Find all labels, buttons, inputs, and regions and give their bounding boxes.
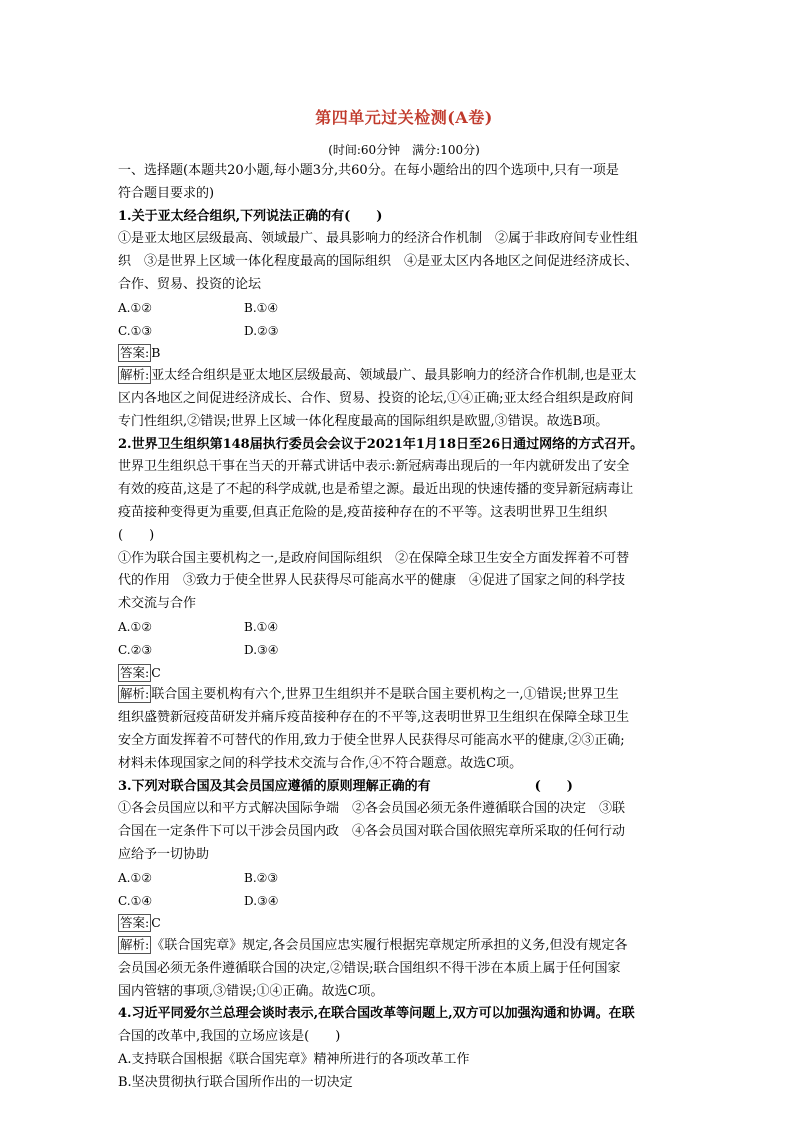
question-stem: ( ) [118, 527, 155, 543]
question-stem: 合国在一定条件下可以干涉会员国内政 ④各会员国对联合国依照宪章所采取的任何行动 [118, 824, 626, 840]
analysis-text: 会员国必须无条件遵循联合国的决定,②错误;联合国组织不得干涉在本质上属于任何国家 [118, 960, 621, 976]
option-b: B.①④ [244, 300, 279, 315]
analysis-text: 国内管辖的事项,③错误;①④正确。故选C项。 [118, 983, 384, 999]
question-stem: ①作为联合国主要机构之一,是政府间国际组织 ②在保障全球卫生安全方面发挥着不可替 [118, 550, 630, 566]
option-row [118, 297, 690, 320]
answer-tag: 答案: [120, 915, 150, 931]
document-page [118, 100, 690, 1095]
option-c: C.①④ [118, 893, 153, 908]
answer-value: C [151, 664, 161, 680]
answer-value: C [151, 915, 161, 931]
analysis-block [118, 935, 690, 1003]
answer-tag: 答案: [120, 345, 150, 361]
page-title: 第四单元过关检测(A卷) [315, 108, 493, 127]
analysis-text: 联合国主要机构有六个,世界卫生组织并不是联合国主要机构之一,①错误;世界卫生 [151, 687, 619, 703]
option-row [118, 639, 690, 662]
question-4 [118, 1003, 690, 1094]
question-1 [118, 206, 690, 434]
analysis-text: 《联合国宪章》规定,各会员国应忠实履行根据宪章规定所承担的义务,但没有规定各 [151, 938, 628, 954]
analysis-tag: 解析: [120, 937, 150, 953]
option-a: A.①② [118, 300, 152, 315]
option-a: A.①② [118, 619, 152, 634]
question-stem: 应给予一切协助 [118, 846, 210, 862]
answer-tag: 答案: [120, 664, 150, 680]
question-3 [118, 776, 690, 1004]
option-b: B.①④ [244, 619, 279, 634]
question-stem: 织 ③是世界上区域一体化程度最高的国际组织 ④是亚太区内各地区之间促进经济成长、 [118, 254, 639, 270]
answer-line [118, 912, 690, 935]
question-stem: 2.世界卫生组织第148届执行委员会会议于2021年1月18日至26日通过网络的方式召开。 [118, 436, 644, 452]
analysis-text: 专门性组织,②错误;世界上区域一体化程度最高的国际组织是欧盟,③错误。故选B项。 [118, 413, 609, 429]
analysis-tag: 解析: [120, 686, 150, 702]
choice-a: A.支持联合国根据《联合国宪章》精神所进行的各项改革工作 [118, 1052, 470, 1068]
analysis-block [118, 684, 690, 775]
answer-line [118, 662, 690, 685]
analysis-text: 材料未体现国家之间的科学技术交流与合作,④不符合题意。故选C项。 [118, 755, 523, 771]
answer-line [118, 342, 690, 365]
option-c: C.②③ [118, 642, 153, 657]
question-stem: 4.习近平同爱尔兰总理会谈时表示,在联合国改革等问题上,双方可以加强沟通和协调。在联 [118, 1006, 635, 1022]
question-stem: 疫苗接种变得更为重要,但真正危险的是,疫苗接种存在的不平等。这表明世界卫生组织 [118, 504, 608, 520]
answer-value: B [151, 345, 161, 361]
analysis-text: 安全方面发挥着不可替代的作用,致力于使全世界人民获得尽可能高水平的健康,②③正确; [118, 732, 625, 748]
question-stem: 合国的改革中,我国的立场应该是( ) [118, 1029, 341, 1045]
analysis-block [118, 365, 690, 433]
choice-b: B.坚决贯彻执行联合国所作出的一切决定 [118, 1074, 353, 1090]
question-stem: ①各会员国应以和平方式解决国际争端 ②各会员国必须无条件遵循联合国的决定 ③联 [118, 801, 626, 817]
section-header-line: 符合题目要求的) [118, 185, 215, 201]
question-stem: 有效的疫苗,这是了不起的科学成就,也是希望之源。最近出现的快速传播的变异新冠病毒让 [118, 482, 634, 498]
analysis-text: 组织盛赞新冠疫苗研发并痛斥疫苗接种存在的不平等,这表明世界卫生组织在保障全球卫生 [118, 710, 630, 726]
option-d: D.②③ [244, 323, 279, 338]
option-d: D.③④ [244, 893, 279, 908]
question-stem: 术交流与合作 [118, 596, 197, 612]
question-2 [118, 434, 690, 776]
analysis-text: 亚太经合组织是亚太地区层级最高、领域最广、最具影响力的经济合作机制,也是亚太 [151, 368, 637, 384]
option-row [118, 320, 690, 343]
question-stem: 世界卫生组织总干事在当天的开幕式讲话中表示:新冠病毒出现后的一年内就研发出了安全 [118, 459, 630, 475]
question-stem: ①是亚太地区层级最高、领域最广、最具影响力的经济合作机制 ②属于非政府间专业性组 [118, 231, 639, 247]
option-row [118, 890, 690, 913]
option-a: A.①② [118, 870, 152, 885]
section-header-line: 一、选择题(本题共20小题,每小题3分,共60分。在每小题给出的四个选项中,只有一项是 [118, 163, 619, 178]
option-row [118, 867, 690, 890]
exam-time-info: (时间:60分钟 满分:100分) [328, 143, 480, 157]
option-row [118, 616, 690, 639]
question-stem: 3.下列对联合国及其会员国应遵循的原则理解正确的有 ( ) [118, 778, 573, 794]
option-b: B.②③ [244, 870, 279, 885]
question-stem: 合作、贸易、投资的论坛 [118, 276, 262, 292]
analysis-tag: 解析: [120, 367, 150, 383]
option-d: D.③④ [244, 642, 279, 657]
question-stem: 1.关于亚太经合组织,下列说法正确的有( ) [118, 208, 383, 224]
option-c: C.①③ [118, 323, 153, 338]
analysis-text: 区内各地区之间促进经济成长、合作、贸易、投资的论坛,①④正确;亚太经合组织是政府间 [118, 390, 634, 406]
question-stem: 代的作用 ③致力于使全世界人民获得尽可能高水平的健康 ④促进了国家之间的科学技 [118, 573, 626, 589]
section-header [118, 160, 690, 206]
